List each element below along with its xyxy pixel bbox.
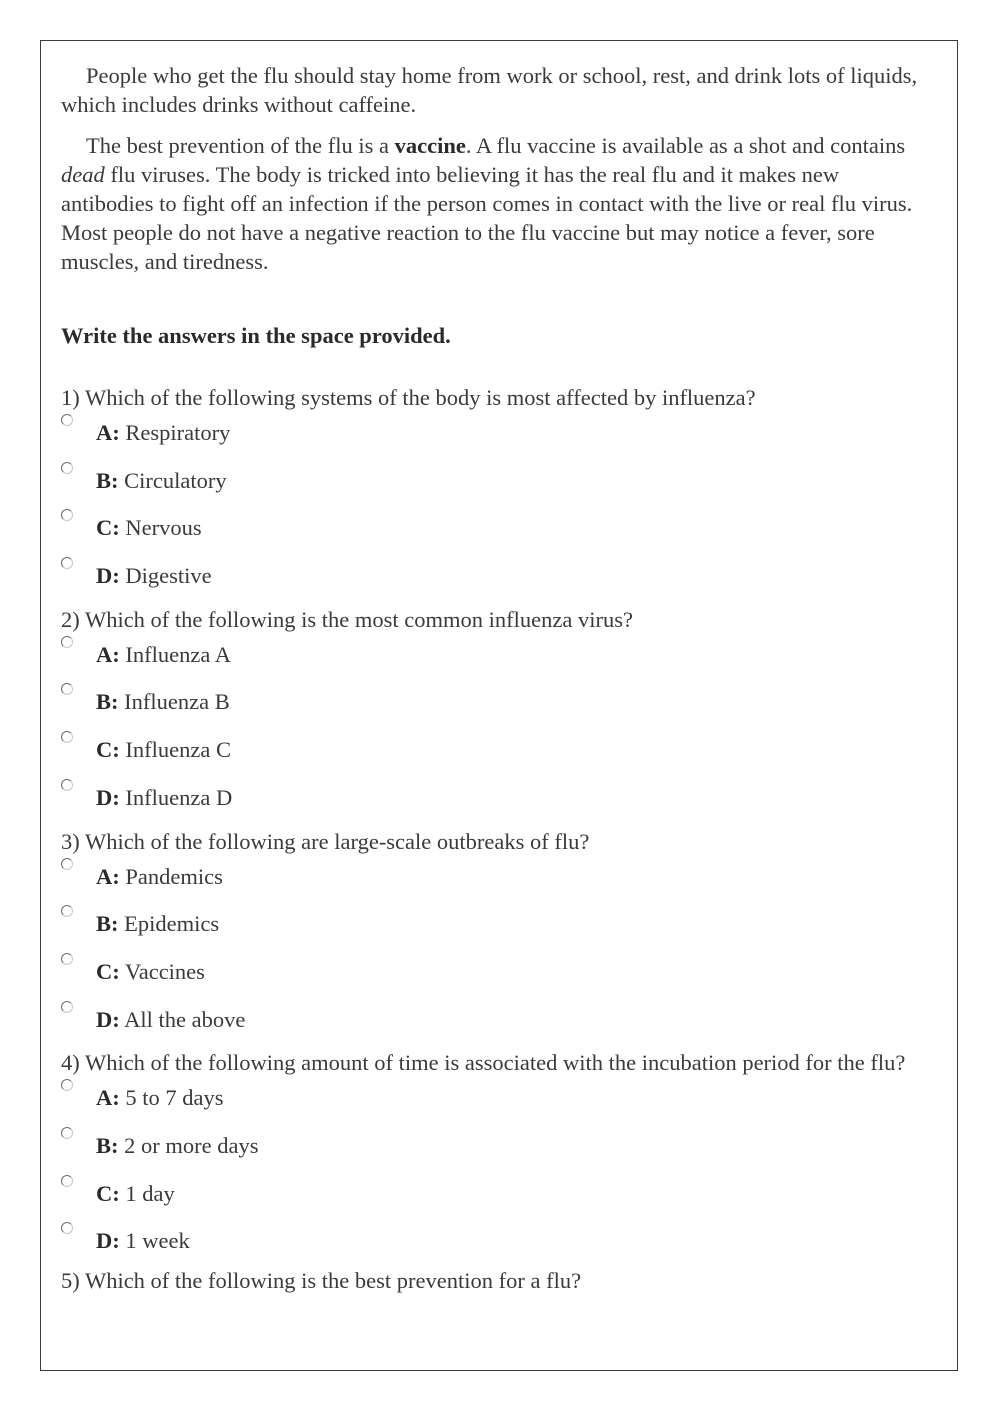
radio-button-icon[interactable]	[61, 1079, 73, 1091]
answer-option[interactable]	[61, 731, 937, 779]
answer-option-label	[96, 636, 937, 669]
question-3	[61, 827, 937, 1049]
radio-button-icon[interactable]	[61, 731, 73, 743]
radio-button-icon[interactable]	[61, 509, 73, 521]
question-text: 4) Which of the following amount of time is associated with the incubation period for the flu?	[61, 1050, 906, 1076]
option-text: Influenza B	[124, 689, 230, 715]
passage-p2-text-3: flu viruses. The body is tricked into believing it has the real flu and it makes new antibodies to fight off an infection if the person comes in contact with the live or real flu virus. Most people do not have a negative reaction to the flu vaccine but may notice a fever, sore muscles, and tiredness.	[61, 162, 913, 274]
question-text: 5) Which of the following is the best prevention for a flu?	[61, 1268, 582, 1294]
option-letter: C:	[96, 515, 120, 541]
radio-button-icon[interactable]	[61, 1175, 73, 1187]
radio-button-icon[interactable]	[61, 953, 73, 965]
answer-option-label	[96, 779, 937, 812]
question-list	[61, 383, 937, 1295]
answer-option-label	[96, 1222, 937, 1255]
option-letter: A:	[96, 641, 120, 667]
option-text: Nervous	[125, 515, 202, 541]
option-text: Respiratory	[125, 420, 231, 445]
option-text: Digestive	[125, 563, 212, 589]
question-4	[61, 1048, 937, 1266]
worksheet-frame	[40, 40, 958, 1371]
question-5	[61, 1266, 937, 1295]
option-letter: A:	[96, 1085, 120, 1111]
radio-button-icon[interactable]	[61, 1127, 73, 1139]
option-text: Vaccines	[124, 958, 205, 984]
answer-option[interactable]	[61, 557, 937, 605]
option-letter: D:	[96, 563, 120, 589]
answer-option[interactable]	[61, 1127, 937, 1175]
answer-option[interactable]	[61, 636, 937, 684]
passage-paragraph-2	[61, 131, 937, 276]
option-text: Influenza A	[125, 641, 231, 667]
radio-button-icon[interactable]	[61, 779, 73, 791]
answer-option-label	[96, 1079, 937, 1112]
radio-button-icon[interactable]	[61, 858, 73, 870]
question-text: 3) Which of the following are large-scale outbreaks of flu?	[61, 828, 590, 854]
option-letter: A:	[96, 863, 120, 889]
radio-button-icon[interactable]	[61, 557, 73, 569]
passage-paragraph-1: People who get the flu should stay home from work or school, rest, and drink lots of liquids, which includes drinks without caffeine.	[61, 63, 918, 117]
option-letter: B:	[96, 1132, 119, 1158]
passage-p2-bold-vaccine: vaccine	[394, 133, 466, 158]
answer-option[interactable]	[61, 1001, 937, 1049]
answer-option-label	[96, 462, 937, 495]
answer-option[interactable]	[61, 462, 937, 510]
answer-option-label	[96, 557, 937, 590]
answer-option-label	[96, 1001, 937, 1034]
option-letter: B:	[96, 467, 119, 493]
answer-option-label	[96, 1127, 937, 1160]
worksheet-content	[61, 61, 937, 1297]
answer-option-label	[96, 905, 937, 938]
question-1	[61, 383, 937, 605]
answer-option[interactable]	[61, 779, 937, 827]
answer-option[interactable]	[61, 1079, 937, 1127]
answer-option[interactable]	[61, 905, 937, 953]
answer-option-label	[96, 509, 937, 542]
option-text: Influenza D	[125, 784, 233, 810]
option-letter: C:	[96, 737, 120, 763]
option-text: 1 day	[125, 1180, 175, 1206]
option-text: Pandemics	[125, 863, 223, 889]
option-letter: D:	[96, 1006, 120, 1032]
question-text: 1) Which of the following systems of the body is most affected by influenza?	[61, 385, 756, 410]
option-text: Epidemics	[124, 911, 220, 937]
option-letter: B:	[96, 911, 119, 937]
answer-option[interactable]	[61, 953, 937, 1001]
option-letter: D:	[96, 784, 120, 810]
option-letter: C:	[96, 1180, 120, 1206]
option-text: Influenza C	[125, 737, 231, 763]
option-text: Circulatory	[124, 467, 227, 493]
question-text: 2) Which of the following is the most common influenza virus?	[61, 606, 633, 632]
answer-option-label	[96, 1175, 937, 1208]
radio-button-icon[interactable]	[61, 1222, 73, 1234]
option-letter: A:	[96, 420, 120, 445]
option-letter: C:	[96, 958, 120, 984]
answer-option-label	[96, 731, 937, 764]
answer-option-label	[96, 858, 937, 891]
radio-button-icon[interactable]	[61, 462, 73, 474]
answer-option[interactable]	[61, 414, 937, 462]
option-letter: B:	[96, 689, 119, 715]
passage-p2-text-2: . A flu vaccine is available as a shot and contains	[465, 133, 906, 158]
passage-p2-text-1: The best prevention of the flu is a	[86, 133, 395, 158]
answer-option[interactable]	[61, 683, 937, 731]
radio-button-icon[interactable]	[61, 905, 73, 917]
option-text: 2 or more days	[124, 1132, 259, 1158]
question-2	[61, 605, 937, 827]
passage-p2-italic-dead: dead	[61, 162, 105, 187]
answer-option-label	[96, 953, 937, 986]
radio-button-icon[interactable]	[61, 683, 73, 695]
answer-option[interactable]	[61, 1222, 937, 1266]
answer-option[interactable]	[61, 1175, 937, 1223]
answer-option[interactable]	[61, 509, 937, 557]
option-text: 5 to 7 days	[125, 1085, 224, 1111]
radio-button-icon[interactable]	[61, 1001, 73, 1013]
option-text: All the above	[124, 1006, 246, 1032]
instruction-heading: Write the answers in the space provided.	[61, 323, 451, 348]
radio-button-icon[interactable]	[61, 636, 73, 648]
answer-option-label	[96, 683, 937, 716]
answer-option[interactable]	[61, 858, 937, 906]
option-text: 1 week	[125, 1228, 190, 1254]
answer-option-label	[96, 414, 937, 447]
radio-button-icon[interactable]	[61, 414, 73, 426]
option-letter: D:	[96, 1228, 120, 1254]
